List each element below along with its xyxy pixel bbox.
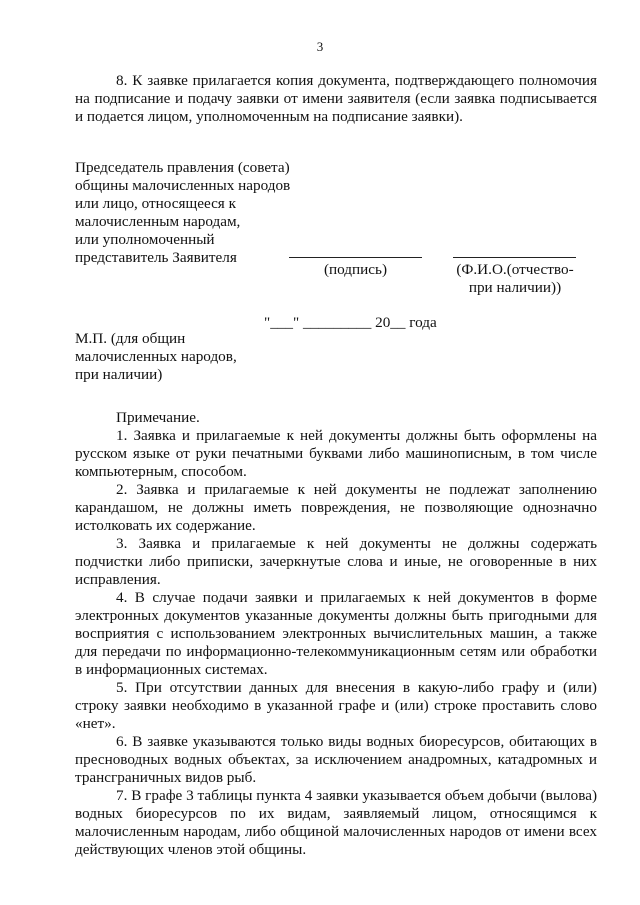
note-item: 3. Заявка и прилагаемые к ней документы не должны содержать подчистки либо приписки, зачеркнутые слова и иные, не оговоренные в них исправления. bbox=[75, 535, 597, 588]
stamp-block bbox=[75, 330, 315, 384]
name-caption-line: при наличии)) bbox=[468, 279, 562, 296]
notes-title: Примечание. bbox=[116, 409, 200, 426]
notes-list bbox=[75, 427, 597, 859]
signer-line: или лицо, относящееся к bbox=[75, 195, 236, 212]
note-item: 5. При отсутствии данных для внесения в какую-либо графу и (или) строку заявки необходимо в указанной графе и (или) строке проставить слово «нет». bbox=[75, 679, 597, 732]
name-blank-line bbox=[453, 257, 576, 258]
stamp-line: М.П. (для общин bbox=[75, 330, 186, 347]
name-caption bbox=[440, 261, 590, 297]
name-caption-line: (Ф.И.О.(отчество- bbox=[456, 261, 574, 278]
signer-line: Председатель правления (совета) bbox=[75, 159, 290, 176]
signer-line: представитель Заявителя bbox=[75, 249, 237, 266]
signer-line: или уполномоченный bbox=[75, 231, 215, 248]
page-number: 3 bbox=[316, 39, 324, 54]
signer-line: общины малочисленных народов bbox=[75, 177, 291, 194]
stamp-line: при наличии) bbox=[75, 366, 163, 383]
signer-line: малочисленным народам, bbox=[75, 213, 241, 230]
note-item: 1. Заявка и прилагаемые к ней документы должны быть оформлены на русском языке от руки печатными буквами либо машинописным, в том числе компьютерным, способом. bbox=[75, 427, 597, 480]
signature-blank-line bbox=[289, 257, 422, 258]
stamp-line: малочисленных народов, bbox=[75, 348, 237, 365]
paragraph-item-8: 8. К заявке прилагается копия документа, подтверждающего полномочия на подписание и подачу заявки от имени заявителя (если заявка подписывается и подается лицом, уполномоченным на подписание заявки). bbox=[75, 72, 597, 125]
signature-caption: (подпись) bbox=[323, 261, 388, 278]
note-item: 4. В случае подачи заявки и прилагаемых к ней документов в форме электронных документов указанные документы должны быть пригодными для восприятия с использованием электронных вычислительных машин, а также для передачи по информационно-телекоммуникационным сетям или обработки в информационных системах. bbox=[75, 589, 597, 678]
signer-block bbox=[75, 159, 315, 267]
date-line: "___" _________ 20__ года bbox=[264, 314, 437, 331]
note-item: 2. Заявка и прилагаемые к ней документы не подлежат заполнению карандашом, не должны иметь повреждения, не позволяющие однозначно истолковать их содержание. bbox=[75, 481, 597, 534]
note-item: 6. В заявке указываются только виды водных биоресурсов, обитающих в пресноводных водных объектах, за исключением анадромных, катадромных и трансграничных видов рыб. bbox=[75, 733, 597, 786]
note-item: 7. В графе 3 таблицы пункта 4 заявки указывается объем добычи (вылова) водных биоресурсов по их видам, заявляемый лицом, относящимся к малочисленным народам, либо общиной малочисленных народов от имени всех действующих членов этой общины. bbox=[75, 787, 597, 858]
